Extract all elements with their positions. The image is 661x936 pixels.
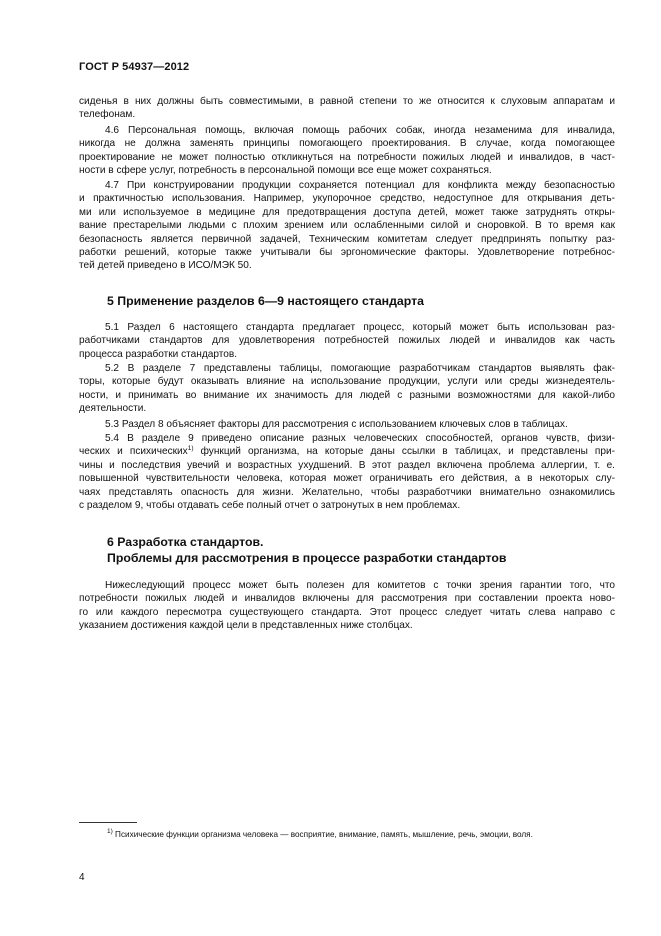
paragraph-5-2 [79,362,615,416]
paragraph-intro [79,95,615,122]
text-line: торы, которые будут оказывать влияние на использование продукции, услуги или среды жизнедеятель- [79,376,615,388]
paragraph-6 [79,579,615,633]
text-line: 4.7 При конструировании продукции сохраняется потенциал для конфликта между безопасностью [105,180,615,191]
text-line: 5.1 Раздел 6 настоящего стандарта предлагает процесс, который может быть использован раз- [105,322,615,333]
text-fragment: ческих и психических [79,446,188,458]
section-6-heading-line: Проблемы для рассмотрения в процессе разработки стандартов [107,551,507,565]
section-6-heading-line: 6 Разработка стандартов. [107,535,264,549]
text-line: деятельности. [79,403,147,415]
text-line: и практичностью использования. Например, укупорочное средство, недоступное для открывания деть- [79,193,615,205]
text-line: повышенной чувствительности человека, которая может ограничивать его действия, а в некоторых слу- [79,473,615,485]
text-line: 5.3 Раздел 8 объясняет факторы для рассмотрения с использованием ключевых слов в таблицах. [105,419,568,430]
text-line: работки решений, которые также учитывали бы эргономические факторы. Удовлетворение потребнос- [79,247,615,259]
text-line: 5.4 В разделе 9 приведено описание разных человеческих способностей, органов чувств, физи- [105,433,615,444]
text-line: го или каждого пересмотра существующего стандарта. Этот процесс следует читать слева направо с [79,606,615,618]
paragraph-5-3 [79,418,615,431]
text-line: сиденья в них должны быть совместимыми, в равной степени то же относится к слуховым аппаратам и [79,96,615,107]
text-line: чины и последствия увечий и возрастных ухудшений. В этот раздел включена проблема аллергии, т. е. [79,459,615,471]
text-line: 5.2 В разделе 7 представлены таблицы, помогающие разработчикам стандартов выявлять фак- [105,363,615,374]
text-line: никогда не должна заменять принципы помогающего проектирования. В случае, когда помогающее [79,138,615,150]
footnote-text: Психические функции организма человека — восприятие, внимание, память, мышление, речь, эмоции, воля. [112,830,533,839]
text-line: ности, и принимать во внимание их значимость для людей с разными возможностями для какой-либо [79,389,615,401]
text-line: телефонам. [79,109,136,121]
text-line: чаях представлять опасность для жизни. Желательно, чтобы разработчики внимательно ознакомились [79,486,615,498]
footnote [79,829,615,840]
section-6-heading [107,534,506,566]
text-line: с разделом 9, чтобы отдавать себе полный отчет о затронутых в нем проблемах. [79,500,461,512]
text-fragment: функций организма, на которые даны ссылки в таблицах, и представлены при- [193,446,615,458]
footnote-ref: 1) [187,445,194,453]
text-line: Нижеследующий процесс может быть полезен для комитетов с точки зрения гарантии того, что [105,580,615,591]
paragraph-5-1 [79,321,615,361]
page-number: 4 [79,872,85,883]
text-line [79,445,615,458]
text-line: тей детей приведено в ИСО/МЭК 50. [79,260,252,272]
footnote-marker: 1) [107,828,113,835]
footnote-divider [79,822,137,823]
text-line: ми или используемое в медицине для предотвращения доступа детей, может также затруднять откры- [79,206,615,218]
text-line: указанием достижения каждой цели в представленных ниже столбцах. [79,620,413,632]
document-header: ГОСТ Р 54937—2012 [79,61,190,73]
text-line: проектирование не может полностью откликнуться на потребности пожилых людей и инвалидов, в част- [79,151,615,163]
text-line: вание престарелыми людьми с плохим зрением или ослабленными силой и сноровкой. В то время как [79,220,615,232]
text-line: процесса разработки стандартов. [79,348,238,360]
paragraph-4-6 [79,124,615,178]
paragraph-5-4 [79,432,615,512]
text-line: потребности пожилых людей и инвалидов включены для рассмотрения при составлении проекта ново- [79,593,615,605]
paragraph-4-7 [79,179,615,273]
text-line: 4.6 Персональная помощь, включая помощь рабочих собак, иногда незаменима для инвалида, [105,125,615,136]
text-line: безопасность является первичной задачей, Техническим комитетам следует предпринять попытку раз- [79,233,615,245]
section-5-heading: 5 Применение разделов 6—9 настоящего стандарта [107,294,424,308]
text-line: работчиками стандартов для удовлетворения потребностей пожилых людей и инвалидов как часть [79,335,615,347]
text-line: ности в сфере услуг, потребность в персональной помощи все еще может сохраняться. [79,165,492,177]
